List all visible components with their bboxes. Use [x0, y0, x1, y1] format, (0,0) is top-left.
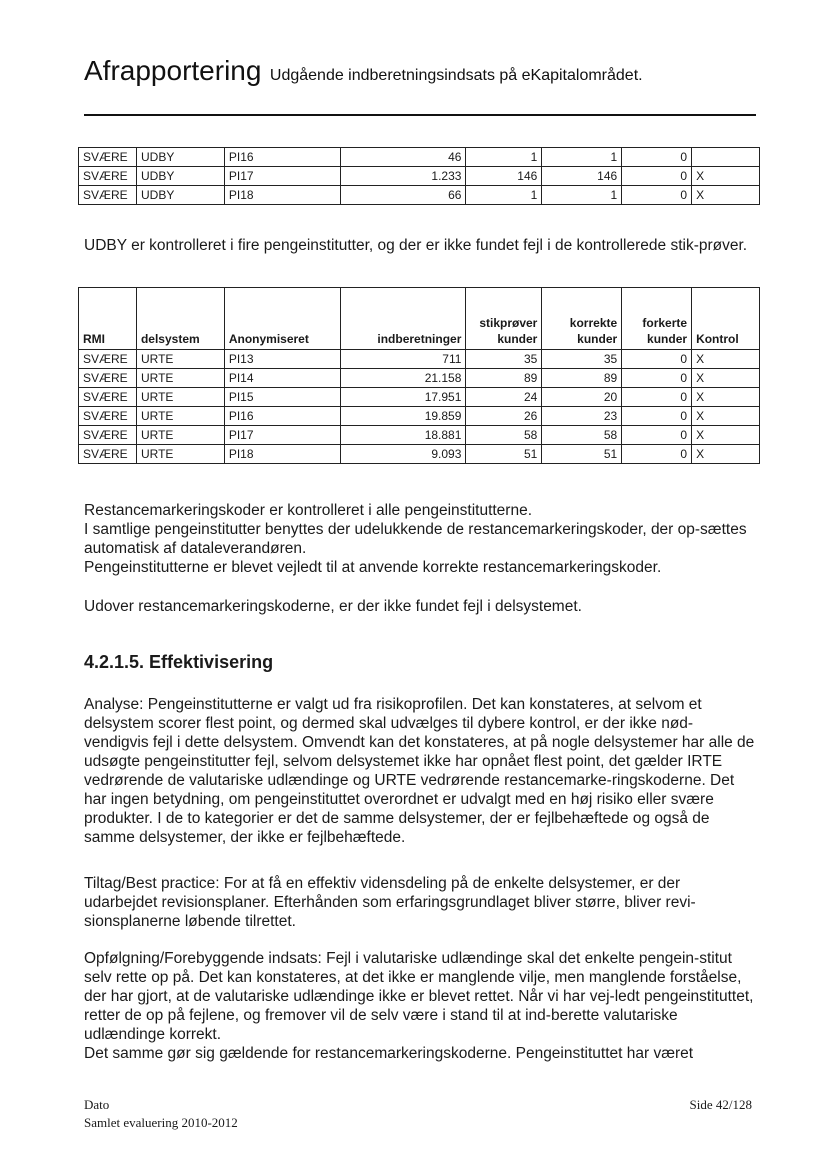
table-cell: 146 — [466, 167, 542, 186]
table-cell: PI16 — [224, 148, 340, 167]
table-cell: 0 — [622, 186, 692, 205]
paragraph-last-line: Det samme gør sig gældende for restancemarkeringskoderne. Pengeinstituttet har været — [84, 1045, 694, 1062]
table-cell: 1 — [466, 148, 542, 167]
table-cell: 0 — [622, 350, 692, 369]
table-cell: 66 — [340, 186, 466, 205]
title-rule — [84, 114, 756, 116]
table-cell: 1 — [466, 186, 542, 205]
table-cell: URTE — [136, 407, 224, 426]
table-cell: 0 — [622, 426, 692, 445]
table-cell: PI15 — [224, 388, 340, 407]
table-cell: 20 — [542, 388, 622, 407]
table-cell: X — [692, 186, 760, 205]
table-row — [79, 186, 760, 205]
paragraph-udover: Udover restancemarkeringskoderne, er der ikke fundet fejl i delsystemet. — [84, 598, 582, 615]
table-cell: SVÆRE — [79, 426, 137, 445]
table-cell: 0 — [622, 148, 692, 167]
table-cell — [692, 148, 760, 167]
table-cell: 1 — [542, 148, 622, 167]
table-cell: X — [692, 167, 760, 186]
footer-doc-name: Samlet evaluering 2010-2012 — [84, 1115, 238, 1130]
footer-dato: Dato — [84, 1097, 110, 1112]
col-header: stikprøver kunder — [466, 288, 542, 350]
col-header: RMI — [79, 288, 137, 350]
table-cell: 0 — [622, 445, 692, 464]
table-cell: URTE — [136, 369, 224, 388]
col-header: delsystem — [136, 288, 224, 350]
col-header: forkerte kunder — [622, 288, 692, 350]
restance-line: I samtlige pengeinstitutter benyttes der udelukkende de restancemarkeringskoder, der op-sættes automatisk af dataleverandøren. — [84, 521, 747, 557]
table-cell: 58 — [466, 426, 542, 445]
table-row — [79, 167, 760, 186]
col-header: korrekte kunder — [542, 288, 622, 350]
table-cell: 51 — [542, 445, 622, 464]
table-row — [79, 388, 760, 407]
table-cell: PI14 — [224, 369, 340, 388]
restance-line: Pengeinstitutterne er blevet vejledt til at anvende korrekte restancemarkeringskoder. — [84, 559, 662, 576]
table-cell: SVÆRE — [79, 350, 137, 369]
table-cell: PI18 — [224, 186, 340, 205]
table-cell: URTE — [136, 388, 224, 407]
col-header: Kontrol — [692, 288, 760, 350]
table-cell: URTE — [136, 350, 224, 369]
table-cell: X — [692, 426, 760, 445]
table-cell: 9.093 — [340, 445, 466, 464]
table-row — [79, 148, 760, 167]
table-udby — [78, 147, 760, 205]
page-title — [84, 55, 643, 87]
col-header: indberetninger — [340, 288, 466, 350]
table-cell: 0 — [622, 388, 692, 407]
table-cell: 146 — [542, 167, 622, 186]
table-cell: 0 — [622, 369, 692, 388]
table-cell: X — [692, 445, 760, 464]
table-cell: 0 — [622, 407, 692, 426]
table-cell: PI13 — [224, 350, 340, 369]
table-cell: SVÆRE — [79, 167, 137, 186]
paragraph-analyse: Analyse: Pengeinstitutterne er valgt ud fra risikoprofilen. Det kan konstateres, at selvom et delsystem scorer flest point, og dermed skal udvælges til dybere kontrol, er der ikke nød-vendigvis fejl i dette delsystem. Omvendt kan det konstateres, at på nogle delsystemer har alle de udsøgte pengeinstitutter fejl, selvom delsystemet ikke har opnået flest point, det gælder IRTE vedrørende de valutariske udlændinge og URTE vedrørende restancemarke-ringskoderne. Det har ingen betydning, om pengeinstituttet overordnet er udvalgt med en høj risiko eller svære produkter. I de to kategorier er det de samme delsystemer, der er fejlbehæftede og også de samme delsystemer, der ikke er fejlbehæftede. — [84, 696, 755, 846]
footer-page-number: Side 42/128 — [689, 1097, 752, 1112]
table-cell: PI18 — [224, 445, 340, 464]
table-cell: 26 — [466, 407, 542, 426]
table-cell: 0 — [622, 167, 692, 186]
col-header: Anonymiseret — [224, 288, 340, 350]
table-cell: UDBY — [136, 148, 224, 167]
table-cell: SVÆRE — [79, 445, 137, 464]
table-cell: 17.951 — [340, 388, 466, 407]
table-cell: 46 — [340, 148, 466, 167]
section-heading: 4.2.1.5. Effektivisering — [84, 652, 274, 672]
paragraph-opfolgning: Opfølgning/Forebyggende indsats: Fejl i valutariske udlændinge skal det enkelte pengein-stitut selv rette op på. Det kan konstateres, at det ikke er manglende vilje, men manglende forståelse, der har gjort, at de valutariske udlændinge ikke er blevet rettet. Når vi har vej-ledt pengeinstituttet, retter de op på fejlene, og fremover vil de selv være i stand til at ind-berette valutariske udlændinge korrekt. — [84, 950, 754, 1043]
table-urte — [78, 287, 760, 464]
table-cell: PI17 — [224, 426, 340, 445]
table-cell: 51 — [466, 445, 542, 464]
table-cell: X — [692, 407, 760, 426]
table-cell: 23 — [542, 407, 622, 426]
title-subtitle: Udgående indberetningsindsats på eKapitalområdet. — [269, 67, 643, 84]
table-cell: 18.881 — [340, 426, 466, 445]
table-cell: 35 — [542, 350, 622, 369]
table-cell: SVÆRE — [79, 148, 137, 167]
table-cell: UDBY — [136, 186, 224, 205]
table-row — [79, 407, 760, 426]
table-row — [79, 426, 760, 445]
table-cell: 1 — [542, 186, 622, 205]
table-cell: 35 — [466, 350, 542, 369]
table-cell: X — [692, 350, 760, 369]
table-cell: 1.233 — [340, 167, 466, 186]
table-cell: 58 — [542, 426, 622, 445]
table-row — [79, 445, 760, 464]
table-cell: 21.158 — [340, 369, 466, 388]
paragraph-tiltag: Tiltag/Best practice: For at få en effektiv vidensdeling på de enkelte delsystemer, er der udarbejdet revisionsplaner. Efterhånden som erfaringsgrundlaget bliver større, bliver revi-sionsplanerne løbende tilrettet. — [84, 875, 696, 930]
table-cell: 89 — [542, 369, 622, 388]
restance-line: Restancemarkeringskoder er kontrolleret i alle pengeinstitutterne. — [84, 502, 533, 519]
table-cell: 711 — [340, 350, 466, 369]
table-cell: SVÆRE — [79, 369, 137, 388]
table-cell: 19.859 — [340, 407, 466, 426]
table-cell: PI17 — [224, 167, 340, 186]
table-cell: SVÆRE — [79, 186, 137, 205]
title-main: Afrapportering — [84, 55, 262, 86]
table-cell: URTE — [136, 426, 224, 445]
table-cell: UDBY — [136, 167, 224, 186]
table-cell: 24 — [466, 388, 542, 407]
table-header-row — [79, 288, 760, 350]
table-row — [79, 369, 760, 388]
table-cell: URTE — [136, 445, 224, 464]
table-cell: 89 — [466, 369, 542, 388]
table-cell: X — [692, 388, 760, 407]
table-cell: PI16 — [224, 407, 340, 426]
table-cell: X — [692, 369, 760, 388]
table-cell: SVÆRE — [79, 407, 137, 426]
table-cell: SVÆRE — [79, 388, 137, 407]
table-row — [79, 350, 760, 369]
paragraph-udby: UDBY er kontrolleret i fire pengeinstitutter, og der er ikke fundet fejl i de kontrollerede stik-prøver. — [84, 237, 748, 254]
paragraph-restance — [84, 501, 756, 577]
footer-left — [84, 1096, 238, 1132]
